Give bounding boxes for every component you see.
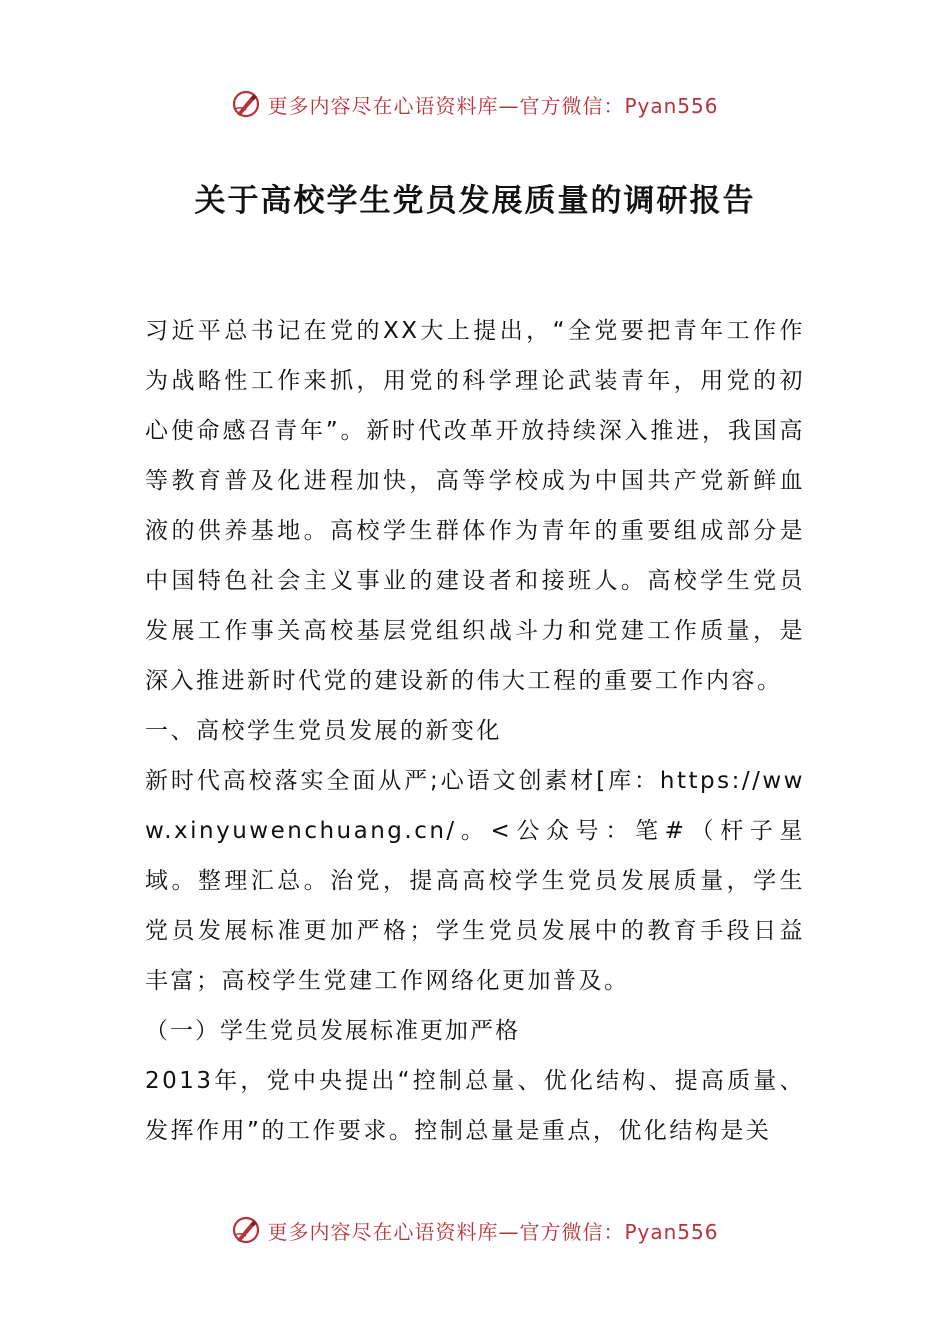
document-title: 关于高校学生党员发展质量的调研报告 xyxy=(194,183,756,219)
section-heading: 一、高校学生党员发展的新变化 xyxy=(145,718,502,744)
subsection-paragraph: 2013年，党中央提出“控制总量、优化结构、提高质量、发挥作用”的工作要求。控制总量是重点，优化结构是关 xyxy=(145,1068,805,1144)
document-body xyxy=(145,306,805,1156)
pen-logo-icon xyxy=(231,1215,261,1245)
header-watermark xyxy=(0,84,950,124)
footer-watermark xyxy=(0,1210,950,1250)
subsection-heading: （一）学生党员发展标准更加严格 xyxy=(145,1018,520,1044)
pen-logo-icon xyxy=(231,89,261,119)
intro-paragraph: 习近平总书记在党的XX大上提出，“全党要把青年工作作为战略性工作来抓，用党的科学理论武装青年，用党的初心使命感召青年”。新时代改革开放持续深入推进，我国高等教育普及化进程加快，高等学校成为中国共产党新鲜血液的供养基地。高校学生群体作为青年的重要组成部分是中国特色社会主义事业的建设者和接班人。高校学生党员发展工作事关高校基层党组织战斗力和党建工作质量，是深入推进新时代党的建设新的伟大工程的重要工作内容。 xyxy=(145,318,805,694)
watermark-text: 更多内容尽在心语资料库—官方微信：Pyan556 xyxy=(267,93,719,118)
watermark-text: 更多内容尽在心语资料库—官方微信：Pyan556 xyxy=(267,1219,719,1244)
section-paragraph: 新时代高校落实全面从严;心语文创素材[库：https://www.xinyuwenchuang.cn/。<公众号：笔#（杆子星域。整理汇总。治党，提高高校学生党员发展质量，学生党员发展标准更加严格；学生党员发展中的教育手段日益丰富；高校学生党建工作网络化更加普及。 xyxy=(145,768,805,994)
